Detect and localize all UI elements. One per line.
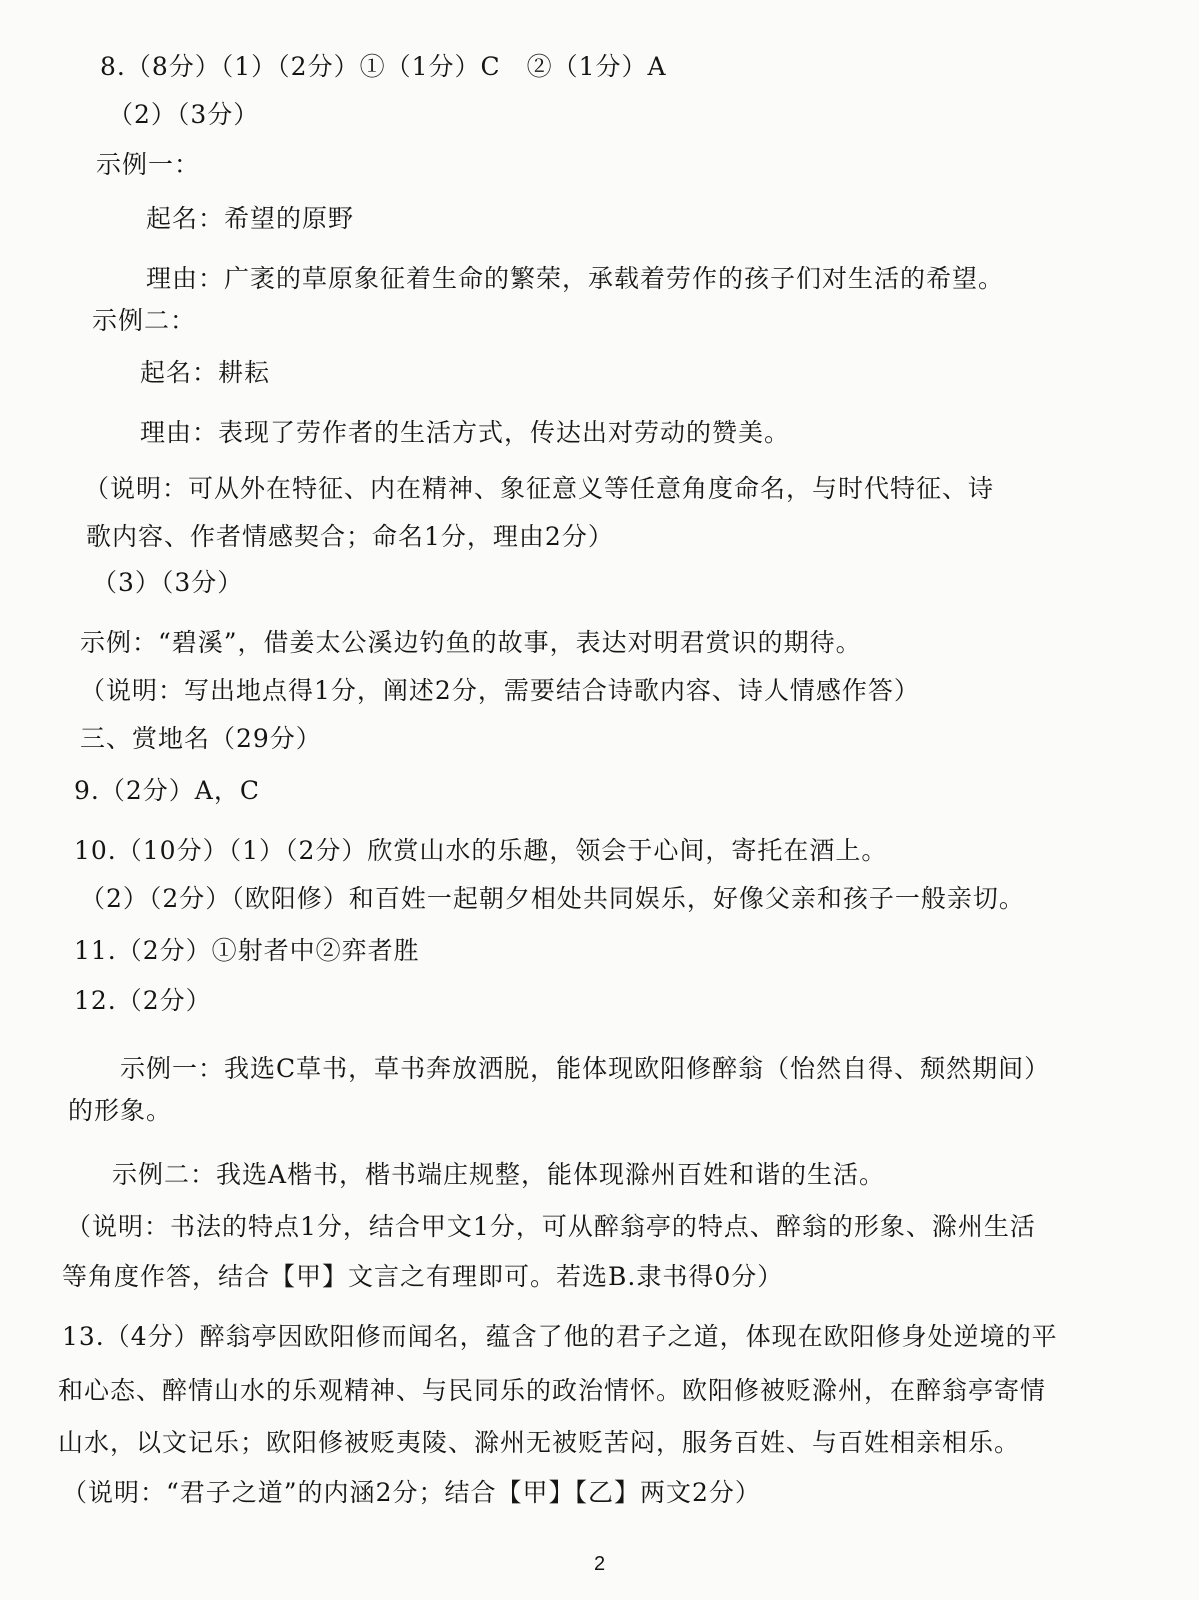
q8-part2-heading: （2）（3分）	[108, 100, 260, 129]
q9-answer: 9.（2分）A，C	[74, 776, 260, 805]
q13-answer-line3: 山水，以文记乐；欧阳修被贬夷陵、滁州无被贬苦闷，服务百姓、与百姓相亲相乐。	[58, 1428, 1021, 1457]
example-one-name: 起名：希望的原野	[146, 204, 355, 233]
q13-note: （说明：“君子之道”的内涵2分；结合【甲】【乙】两文2分）	[62, 1478, 761, 1507]
q12-note-line1: （说明：书法的特点1分，结合甲文1分，可从醉翁亭的特点、醉翁的形象、滁州生活	[66, 1212, 1036, 1241]
q12-note-line2: 等角度作答，结合【甲】文言之有理即可。若选B.隶书得0分）	[62, 1262, 784, 1291]
example-one-label: 示例一：	[96, 150, 201, 179]
q13-answer-line2: 和心态、醉情山水的乐观精神、与民同乐的政治情怀。欧阳修被贬滁州，在醉翁亭寄情	[58, 1376, 1047, 1405]
q10-part1-answer: 10.（10分）（1）（2分）欣赏山水的乐趣，领会于心间，寄托在酒上。	[74, 836, 888, 865]
example-two-reason: 理由：表现了劳作者的生活方式，传达出对劳动的赞美。	[140, 418, 791, 447]
q8-part3-note: （说明：写出地点得1分，阐述2分，需要结合诗歌内容、诗人情感作答）	[80, 676, 920, 705]
q8-answer-line: 8.（8分）（1）（2分）①（1分）C ②（1分）A	[100, 52, 667, 81]
q8-part3-example: 示例：“碧溪”，借姜太公溪边钓鱼的故事，表达对明君赏识的期待。	[80, 628, 862, 657]
q12-example-two: 示例二：我选A楷书，楷书端庄规整，能体现滁州百姓和谐的生活。	[112, 1160, 886, 1189]
q8-part3-heading: （3）（3分）	[92, 568, 244, 597]
section-three-heading: 三、赏地名（29分）	[80, 724, 322, 753]
example-one-reason: 理由：广袤的草原象征着生命的繁荣，承载着劳作的孩子们对生活的希望。	[146, 264, 1005, 293]
example-two-label: 示例二：	[92, 306, 197, 335]
q12-example-one-line2: 的形象。	[68, 1096, 173, 1125]
q8-part2-note-line2: 歌内容、作者情感契合；命名1分，理由2分）	[86, 522, 614, 551]
q11-answer: 11.（2分）①射者中②弈者胜	[74, 936, 420, 965]
q12-heading: 12.（2分）	[74, 986, 212, 1015]
q12-example-one-line1: 示例一：我选C草书，草书奔放洒脱，能体现欧阳修醉翁（怡然自得、颓然期间）	[120, 1054, 1051, 1083]
example-two-name: 起名：耕耘	[140, 358, 271, 387]
q8-part2-note-line1: （说明：可从外在特征、内在精神、象征意义等任意角度命名，与时代特征、诗	[84, 474, 995, 503]
q13-answer-line1: 13.（4分）醉翁亭因欧阳修而闻名，蕴含了他的君子之道，体现在欧阳修身处逆境的平	[62, 1322, 1058, 1351]
q10-part2-answer: （2）（2分）（欧阳修）和百姓一起朝夕相处共同娱乐，好像父亲和孩子一般亲切。	[80, 884, 1025, 913]
page-number: 2	[593, 1553, 606, 1575]
